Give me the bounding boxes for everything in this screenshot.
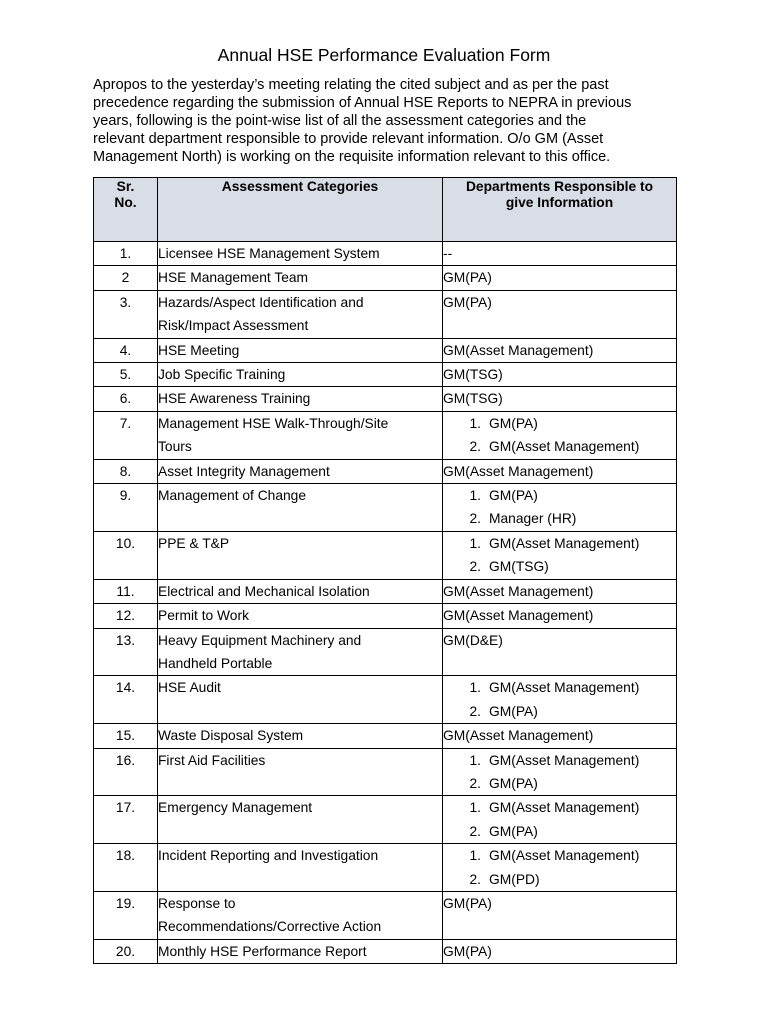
table-row [94,484,677,532]
department-cell [443,676,677,724]
department-list-item [443,749,676,772]
category-line: HSE Awareness Training [158,391,311,407]
category-line: Electrical and Mechanical Isolation [158,583,370,599]
sr-no-cell: 9. [94,484,158,532]
sr-no-cell: 3. [94,290,158,338]
header-departments [443,178,677,242]
category-cell [158,676,443,724]
department-cell [443,290,677,338]
department-list-item [443,772,676,795]
department-name: GM(D&E) [443,632,503,648]
table-row [94,579,677,603]
category-line: HSE Management Team [158,270,309,286]
sr-no-cell: 1. [94,242,158,266]
department-list-item [443,412,676,435]
sr-no-cell: 20. [94,939,158,963]
department-cell [443,891,677,939]
list-number: 2. [469,439,481,455]
department-name: GM(Asset Management) [443,608,594,624]
list-number: 2. [469,559,481,575]
department-name: GM(TSG) [443,367,503,383]
table-body [94,242,677,964]
department-list-item [443,820,676,843]
department-name: GM(Asset Management) [443,728,594,744]
department-name: GM(Asset Management) [443,463,594,479]
department-cell [443,266,677,290]
category-line: Response to [158,895,236,911]
department-cell [443,484,677,532]
category-cell [158,411,443,459]
department-name: GM(Asset Management) [489,848,640,864]
category-line: Asset Integrity Management [158,463,330,479]
department-cell [443,387,677,411]
department-cell [443,724,677,748]
table-row [94,748,677,796]
table-row [94,939,677,963]
table-row [94,459,677,483]
list-number: 2. [469,775,481,791]
department-list-item [443,532,676,555]
department-name: GM(TSG) [489,559,549,575]
header-assessment-categories: Assessment Categories [158,178,443,242]
sr-no-cell: 10. [94,531,158,579]
category-cell [158,266,443,290]
department-cell [443,748,677,796]
header-sr-no [94,178,158,242]
category-cell [158,628,443,676]
sr-no-cell: 6. [94,387,158,411]
intro-line: Apropos to the yesterday’s meeting relating the cited subject and as per the past [93,77,609,93]
department-name: GM(Asset Management) [489,535,640,551]
department-list-item [443,844,676,867]
list-number: 1. [469,800,481,816]
category-cell [158,579,443,603]
category-line: Permit to Work [158,608,249,624]
department-name: GM(Asset Management) [489,800,640,816]
category-line: Emergency Management [158,800,313,816]
category-line: Management of Change [158,488,307,504]
category-line: Management HSE Walk-Through/Site [158,415,389,431]
intro-paragraph [93,76,683,166]
department-name: GM(Asset Management) [489,439,640,455]
category-line: HSE Meeting [158,342,240,358]
sr-no-cell: 15. [94,724,158,748]
category-cell [158,796,443,844]
table-row [94,891,677,939]
list-number: 1. [469,415,481,431]
list-number: 1. [469,752,481,768]
department-list [443,484,676,531]
category-line: PPE & T&P [158,535,230,551]
department-list [443,532,676,579]
list-number: 2. [469,871,481,887]
category-cell [158,844,443,892]
category-line: Hazards/Aspect Identification and [158,294,364,310]
category-line: First Aid Facilities [158,752,266,768]
category-cell [158,242,443,266]
sr-no-cell: 16. [94,748,158,796]
category-cell [158,724,443,748]
department-name: GM(PA) [489,415,538,431]
table-row [94,338,677,362]
table-row [94,411,677,459]
table-row [94,266,677,290]
department-list-item [443,700,676,723]
department-list [443,412,676,459]
department-name: GM(PA) [489,823,538,839]
department-list [443,676,676,723]
list-number: 1. [469,488,481,504]
department-name: GM(PD) [489,871,540,887]
sr-no-cell: 12. [94,604,158,628]
intro-line: Management North) is working on the requisite information relevant to this office. [93,149,611,165]
category-cell [158,363,443,387]
table-row [94,796,677,844]
department-cell [443,242,677,266]
department-list-item [443,868,676,891]
department-name: GM(PA) [443,270,492,286]
department-cell [443,459,677,483]
category-cell [158,484,443,532]
sr-no-cell: 13. [94,628,158,676]
department-name: GM(Asset Management) [489,752,640,768]
department-cell [443,604,677,628]
category-line: Handheld Portable [158,655,273,671]
table-row [94,531,677,579]
table-row [94,676,677,724]
category-line: Monthly HSE Performance Report [158,943,367,959]
category-cell [158,748,443,796]
sr-no-cell: 17. [94,796,158,844]
department-list-item [443,676,676,699]
sr-no-cell: 14. [94,676,158,724]
department-name: GM(PA) [443,943,492,959]
department-name: GM(Asset Management) [443,583,594,599]
category-line: HSE Audit [158,680,221,696]
department-cell [443,628,677,676]
department-name: Manager (HR) [489,511,577,527]
department-name: -- [443,246,453,261]
category-line: Tours [158,439,192,455]
department-list [443,796,676,843]
category-line: Recommendations/Corrective Action [158,919,382,935]
header-dept-line: Departments Responsible to [465,179,654,194]
department-cell [443,411,677,459]
list-number: 1. [469,848,481,864]
department-list-item [443,507,676,530]
table-header [94,178,677,242]
department-name: GM(PA) [489,488,538,504]
category-cell [158,459,443,483]
department-cell [443,531,677,579]
department-list-item [443,435,676,458]
sr-no-cell: 18. [94,844,158,892]
category-line: Risk/Impact Assessment [158,318,309,334]
category-cell [158,604,443,628]
sr-no-cell: 4. [94,338,158,362]
list-number: 1. [469,535,481,551]
category-line: Waste Disposal System [158,728,304,744]
list-number: 2. [469,511,481,527]
category-line: Licensee HSE Management System [158,246,380,261]
category-cell [158,290,443,338]
header-sr-line: Sr. [116,179,135,194]
category-cell [158,891,443,939]
department-name: GM(Asset Management) [443,342,594,358]
sr-no-cell: 8. [94,459,158,483]
department-name: GM(PA) [443,895,492,911]
department-list [443,844,676,891]
table-row [94,242,677,266]
department-list-item [443,484,676,507]
intro-line: years, following is the point-wise list of all the assessment categories and the [93,113,587,129]
department-cell [443,579,677,603]
page-title: Annual HSE Performance Evaluation Form [217,45,551,65]
list-number: 2. [469,823,481,839]
category-line: Incident Reporting and Investigation [158,848,379,864]
header-dept-line: give Information [505,195,614,210]
table-row [94,724,677,748]
sr-no-cell: 11. [94,579,158,603]
header-row [94,178,677,242]
intro-line: precedence regarding the submission of Annual HSE Reports to NEPRA in previous [93,95,632,111]
department-list [443,749,676,796]
table-row [94,290,677,338]
sr-no-cell: 2 [94,266,158,290]
department-cell [443,363,677,387]
table-row [94,604,677,628]
table-row [94,628,677,676]
department-name: GM(PA) [489,775,538,791]
list-number: 1. [469,680,481,696]
department-cell [443,939,677,963]
list-number: 2. [469,703,481,719]
category-cell [158,531,443,579]
department-cell [443,338,677,362]
assessment-table [93,177,677,964]
category-cell [158,338,443,362]
department-name: GM(PA) [489,703,538,719]
sr-no-cell: 7. [94,411,158,459]
category-cell [158,939,443,963]
department-list-item [443,796,676,819]
department-name: GM(TSG) [443,391,503,407]
table-row [94,363,677,387]
table-row [94,844,677,892]
department-list-item [443,555,676,578]
sr-no-cell: 19. [94,891,158,939]
department-name: GM(Asset Management) [489,680,640,696]
intro-line: relevant department responsible to provide relevant information. O/o GM (Asset [93,131,604,147]
header-sr-line: No. [114,195,137,210]
category-line: Heavy Equipment Machinery and [158,632,362,648]
category-line: Job Specific Training [158,367,286,383]
sr-no-cell: 5. [94,363,158,387]
table-row [94,387,677,411]
department-name: GM(PA) [443,294,492,310]
department-cell [443,844,677,892]
department-cell [443,796,677,844]
category-cell [158,387,443,411]
